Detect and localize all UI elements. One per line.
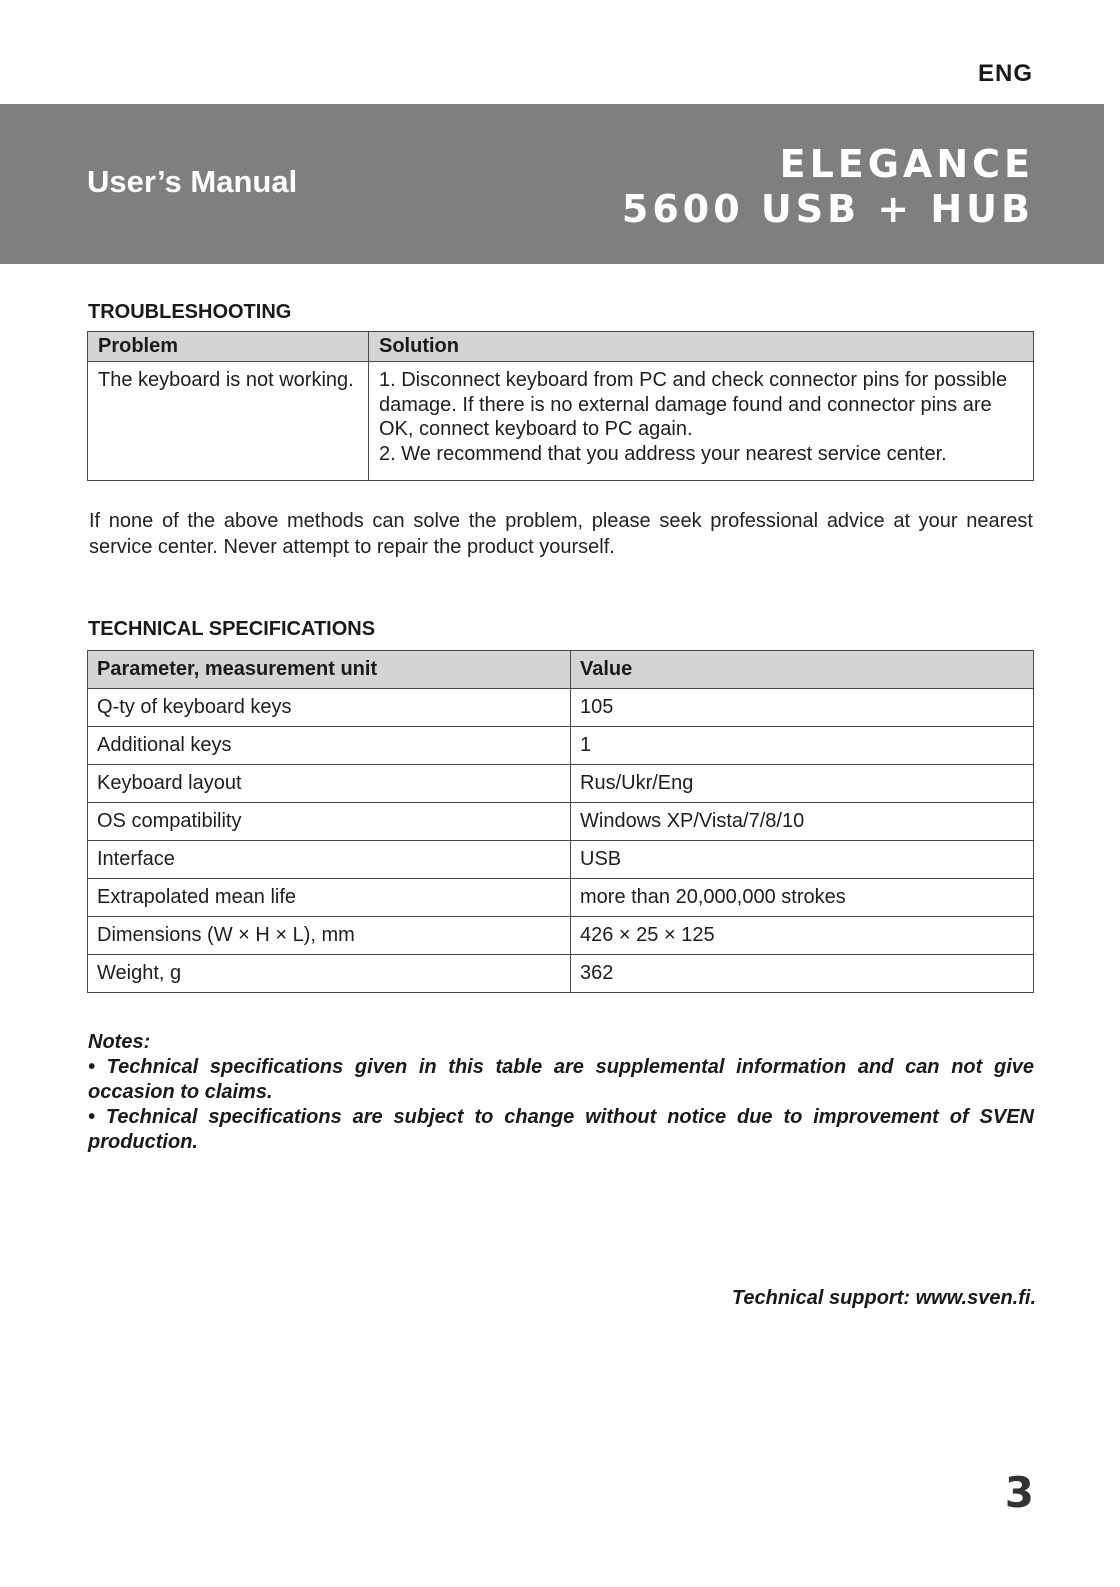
table-row (88, 803, 1034, 841)
spec-value: 426 × 25 × 125 (571, 917, 1034, 955)
technical-support: Technical support: www.sven.fi. (731, 1287, 1036, 1309)
column-header-solution: Solution (369, 332, 1034, 362)
column-header-parameter: Parameter, measurement unit (88, 651, 571, 689)
troubleshooting-title: TROUBLESHOOTING (88, 301, 292, 323)
spec-parameter: Interface (88, 841, 571, 879)
table-row (88, 955, 1034, 993)
advice-paragraph: If none of the above methods can solve the problem, please seek professional advice at your nearest service center. Never attempt to repair the product yourself. (89, 510, 1033, 558)
spec-value: 1 (571, 727, 1034, 765)
specifications-table (87, 650, 1034, 993)
spec-parameter: Q-ty of keyboard keys (88, 689, 571, 727)
spec-parameter: OS compatibility (88, 803, 571, 841)
column-header-problem: Problem (88, 332, 369, 362)
table-row (88, 841, 1034, 879)
table-row (88, 765, 1034, 803)
spec-parameter: Extrapolated mean life (88, 879, 571, 917)
note-item: • Technical specifications are subject to change without notice due to improvement of SVEN production. (88, 1106, 1034, 1153)
note-item: • Technical specifications given in this table are supplemental information and can not give occasion to claims. (88, 1056, 1034, 1103)
spec-value: 362 (571, 955, 1034, 993)
troubleshooting-table (87, 331, 1034, 481)
spec-value: more than 20,000,000 strokes (571, 879, 1034, 917)
spec-parameter: Weight, g (88, 955, 571, 993)
manual-label: User’s Manual (87, 164, 298, 199)
notes-block (88, 1030, 1034, 1155)
table-header-row (88, 332, 1034, 362)
product-title (622, 142, 1034, 232)
spec-value: USB (571, 841, 1034, 879)
spec-value: Windows XP/Vista/7/8/10 (571, 803, 1034, 841)
column-header-value: Value (571, 651, 1034, 689)
table-row (88, 879, 1034, 917)
table-row (88, 917, 1034, 955)
spec-parameter: Keyboard layout (88, 765, 571, 803)
table-row (88, 362, 1034, 481)
spec-parameter: Additional keys (88, 727, 571, 765)
product-title-line2: 5600 USB + HUB (621, 187, 1034, 231)
language-label: ENG (977, 60, 1033, 87)
solution-step-2: 2. We recommend that you address your nearest service center. (379, 442, 947, 465)
page-number: 3 (1004, 1468, 1034, 1517)
problem-cell: The keyboard is not working. (88, 362, 369, 481)
solution-cell (369, 362, 1034, 481)
specifications-title: TECHNICAL SPECIFICATIONS (88, 618, 376, 640)
solution-step-1: 1. Disconnect keyboard from PC and check connector pins for possible damage. If there is no external damage found and connector pins are OK, connect keyboard to PC again. (379, 369, 1008, 440)
notes-heading: Notes: (88, 1031, 151, 1053)
spec-parameter: Dimensions (W × H × L), mm (88, 917, 571, 955)
table-row (88, 689, 1034, 727)
spec-value: 105 (571, 689, 1034, 727)
table-row (88, 727, 1034, 765)
header-banner (0, 104, 1104, 264)
product-title-line1: ELEGANCE (779, 142, 1034, 186)
table-header-row (88, 651, 1034, 689)
spec-value: Rus/Ukr/Eng (571, 765, 1034, 803)
